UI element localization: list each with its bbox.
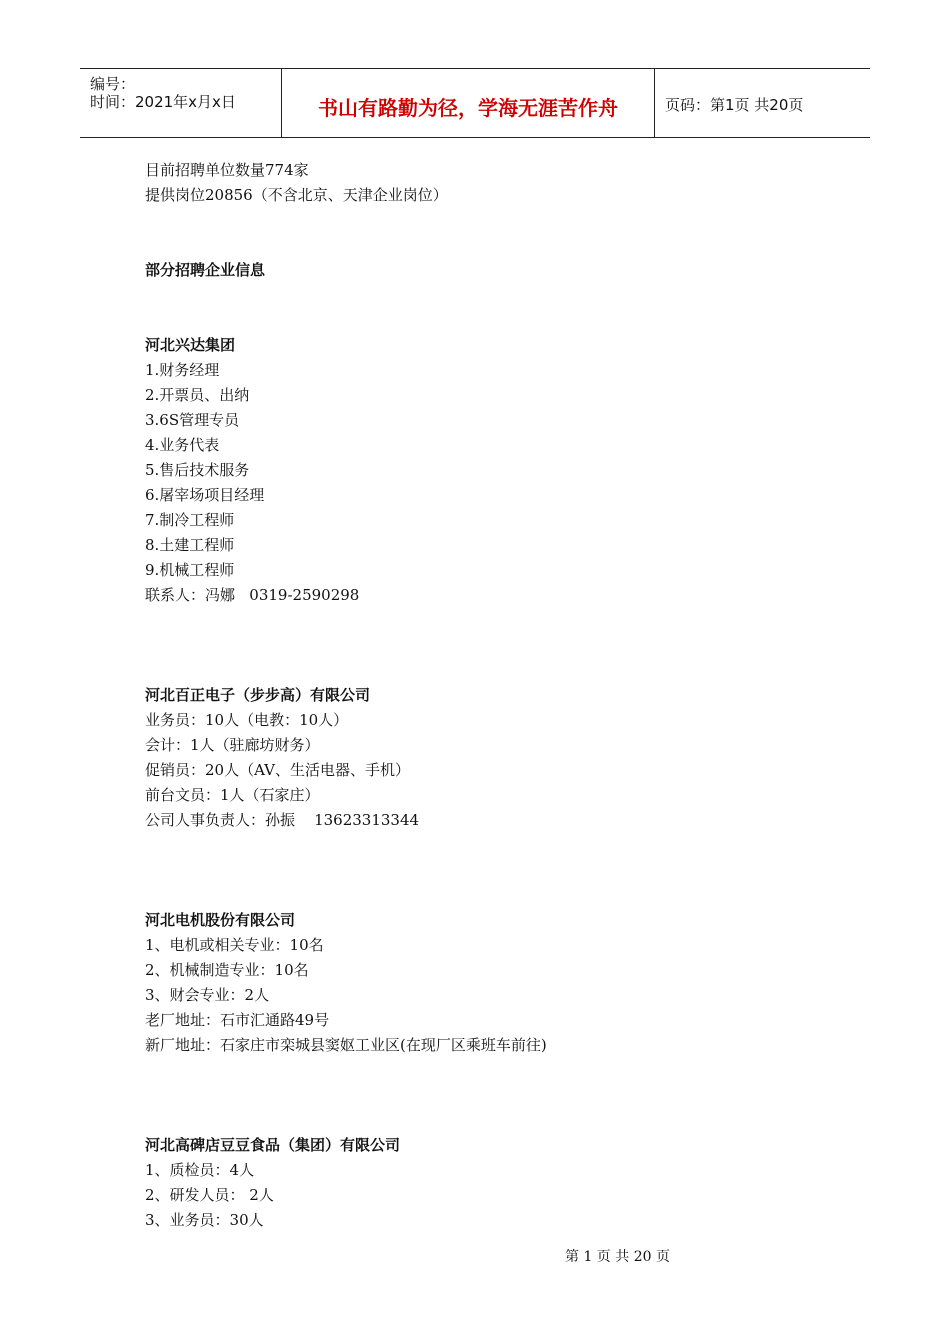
document-body <box>145 158 845 1233</box>
header-motto-cell <box>282 69 655 137</box>
company-name: 河北百正电子（步步高）有限公司 <box>145 686 371 704</box>
company-block <box>145 908 845 1058</box>
company-line: 1、电机或相关专业：10名 <box>145 936 324 954</box>
company-line: 4.业务代表 <box>145 436 220 454</box>
company-block <box>145 683 845 833</box>
page-label: 页码：第1页 共20页 <box>665 96 804 114</box>
motto: 书山有路勤为径，学海无涯苦作舟 <box>318 95 618 120</box>
company-line: 3.6S管理专员 <box>145 411 240 429</box>
header-page-cell <box>655 69 870 137</box>
number-label: 编号： <box>90 75 136 93</box>
company-line: 新厂地址：石家庄市栾城县窦妪工业区(在现厂区乘班车前往) <box>145 1036 547 1054</box>
company-line: 会计：1人（驻廊坊财务） <box>145 736 320 754</box>
company-name: 河北电机股份有限公司 <box>145 911 296 929</box>
company-line: 5.售后技术服务 <box>145 461 250 479</box>
company-name: 河北高碑店豆豆食品（集团）有限公司 <box>145 1136 401 1154</box>
intro-line: 目前招聘单位数量774家 <box>145 161 309 179</box>
company-line: 7.制冷工程师 <box>145 511 235 529</box>
company-line: 9.机械工程师 <box>145 561 235 579</box>
intro-line: 提供岗位20856（不含北京、天津企业岗位） <box>145 186 448 204</box>
company-line: 2、研发人员： 2人 <box>145 1186 274 1204</box>
company-line: 业务员：10人（电教：10人） <box>145 711 349 729</box>
company-line: 3、业务员：30人 <box>145 1211 264 1229</box>
company-line: 6.屠宰场项目经理 <box>145 486 265 504</box>
company-line: 老厂地址：石市汇通路49号 <box>145 1011 330 1029</box>
company-contact: 联系人：冯娜 0319-2590298 <box>145 586 360 604</box>
section-title: 部分招聘企业信息 <box>145 261 266 279</box>
document-header <box>80 68 870 138</box>
company-contact: 公司人事负责人：孙振 13623313344 <box>145 811 420 829</box>
company-line: 3、财会专业：2人 <box>145 986 270 1004</box>
company-line: 2、机械制造专业：10名 <box>145 961 309 979</box>
header-info-cell <box>80 69 282 137</box>
footer-page-number: 第 1 页 共 20 页 <box>565 1249 670 1265</box>
company-line: 2.开票员、出纳 <box>145 386 250 404</box>
company-block <box>145 333 845 608</box>
company-line: 1、质检员：4人 <box>145 1161 255 1179</box>
company-name: 河北兴达集团 <box>145 336 236 354</box>
company-line: 1.财务经理 <box>145 361 220 379</box>
company-block <box>145 1133 845 1233</box>
company-line: 促销员：20人（AV、生活电器、手机） <box>145 761 411 779</box>
time-label: 时间：2021年x月x日 <box>90 93 236 111</box>
company-line: 8.土建工程师 <box>145 536 235 554</box>
company-line: 前台文员：1人（石家庄） <box>145 786 320 804</box>
